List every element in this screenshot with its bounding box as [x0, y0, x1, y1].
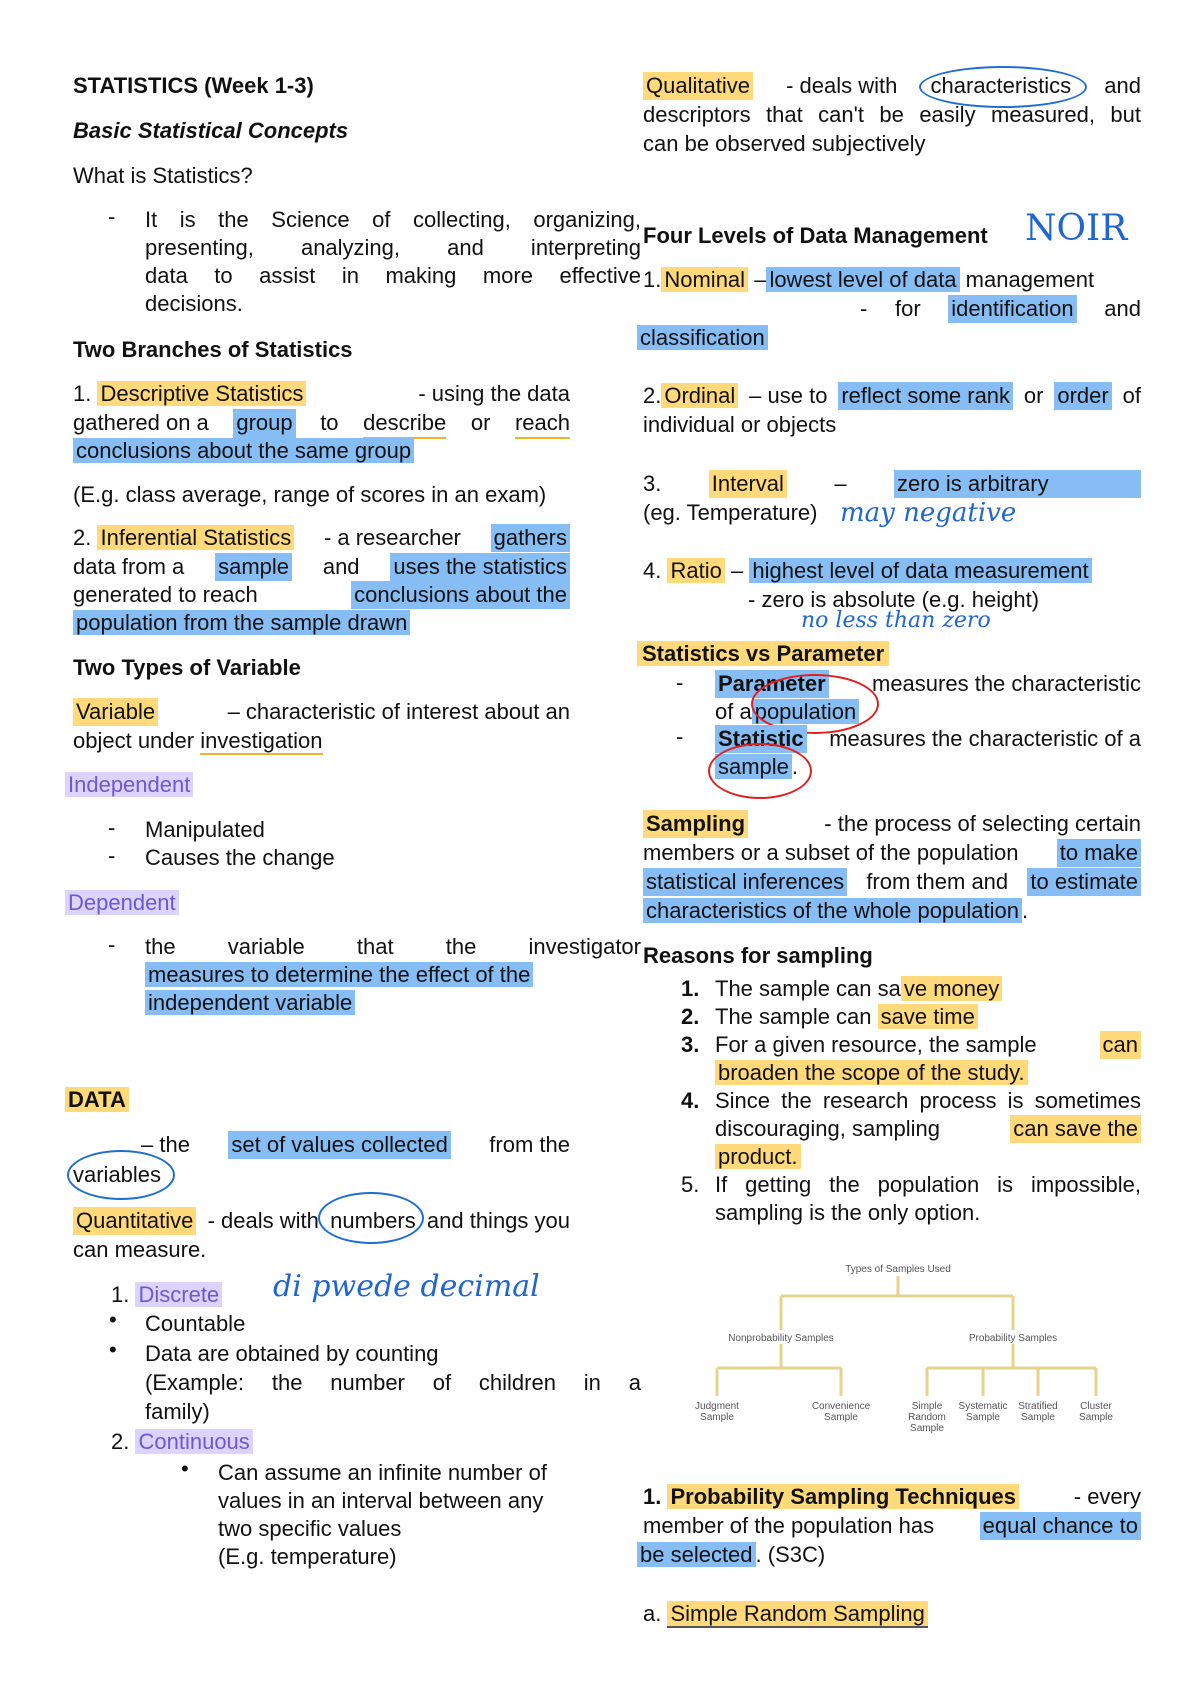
dash-bullet: - — [676, 724, 684, 749]
quantitative-term: Quantitative — [73, 1207, 196, 1235]
tree-leaf-label: Simple — [911, 1401, 943, 1412]
sampling-line-4: characteristics of the whole population . — [643, 897, 1028, 925]
variable-line-2: object under investigation — [73, 728, 323, 753]
data-line-1: – the set of values collected from the — [141, 1132, 570, 1157]
inferential-line-1: 2. Inferential Statistics - a researcher gathers — [73, 524, 570, 552]
ordinal-line-1: 2. Ordinal – use to reflect some rank or order of — [643, 383, 1141, 408]
continuous-item: Can assume an infinite number of — [218, 1460, 547, 1485]
reason-item: If getting the population is impossible, — [715, 1172, 1141, 1197]
question-heading: What is Statistics? — [73, 163, 253, 188]
ordinal-line-2: individual or objects — [643, 412, 837, 437]
reason-item: The sample can save time — [715, 1003, 978, 1031]
tree-root-label: Types of Samples Used — [845, 1264, 951, 1275]
prob-tech-line-2: member of the population has equal chance to — [643, 1512, 1141, 1540]
inferential-line-4: population from the sample drawn — [73, 609, 410, 637]
reason-number: 1. — [681, 976, 700, 1001]
sampling-line-3: statistical inferences from them and to estimate — [643, 868, 1141, 896]
reason-item: discouraging, sampling can save the — [715, 1115, 1141, 1143]
sampling-line-2: members or a subset of the population to make — [643, 839, 1141, 867]
quantitative-line-1: Quantitative - deals with numbers and things you — [73, 1207, 570, 1235]
bullet-dot: • — [109, 1307, 117, 1332]
descriptive-line-2: gathered on a group to describe or reach — [73, 409, 570, 439]
independent-label: Independent — [65, 771, 193, 799]
tree-leaf-label: Cluster — [1080, 1401, 1112, 1412]
descriptive-line-3: conclusions about the same group — [73, 437, 414, 465]
reason-item: The sample can sa ve money — [715, 975, 1002, 1003]
tree-leaf-label: Sample — [700, 1412, 734, 1423]
interval-line-2: (eg. Temperature) — [643, 500, 818, 525]
reason-item: broaden the scope of the study. — [715, 1059, 1028, 1087]
reason-number: 5. — [681, 1172, 700, 1197]
tree-leaf-label: Sample — [910, 1423, 944, 1434]
inferential-line-2: data from a sample and uses the statistics — [73, 553, 570, 581]
ink-circle-numbers — [318, 1192, 424, 1244]
definition-line: decisions. — [145, 291, 243, 316]
nominal-line-1: 1. Nominal – lowest level of data management — [643, 267, 1095, 292]
ink-circle-sample — [708, 743, 812, 799]
parameter-line-2: of a population — [715, 698, 859, 726]
tree-leaf-label: Random — [908, 1412, 946, 1423]
tree-leaf-label: Sample — [1079, 1412, 1113, 1423]
discrete-item: Data are obtained by counting — [145, 1341, 439, 1366]
qualitative-term: Qualitative — [643, 72, 753, 100]
discrete-item: family) — [145, 1399, 210, 1424]
descriptive-line-1: 1. Descriptive Statistics - using the data — [73, 381, 570, 406]
section-subtitle: Basic Statistical Concepts — [73, 118, 349, 143]
continuous-item: values in an interval between any — [218, 1488, 544, 1513]
reason-number: 3. — [681, 1032, 700, 1057]
sampling-line-1: Sampling - the process of selecting certain — [643, 810, 1141, 838]
page-title: STATISTICS (Week 1-3) — [73, 73, 314, 98]
bullet-dot: • — [181, 1456, 189, 1481]
independent-item: Causes the change — [145, 845, 335, 870]
statistic-line-2: sample . — [715, 753, 798, 781]
tree-leaf-label: Sample — [824, 1412, 858, 1423]
reason-number: 4. — [681, 1088, 700, 1113]
discrete-item: Countable — [145, 1311, 246, 1336]
tree-leaf-label: Sample — [966, 1412, 1000, 1423]
continuous-line: 2. Continuous — [111, 1428, 253, 1456]
sampling-term: Sampling — [643, 810, 748, 838]
tree-leaf-label: Judgment — [695, 1401, 739, 1412]
handwritten-note-interval: may negative — [840, 498, 1017, 528]
qualitative-line-2: descriptors that can't be easily measured, but — [643, 102, 1141, 127]
quantitative-line-2: can measure. — [73, 1237, 207, 1262]
definition-line: data to assist in making more effective — [145, 263, 641, 288]
handwritten-note-noir: NOIR — [1025, 208, 1128, 249]
discrete-item: (Example: the number of children in a — [145, 1370, 641, 1395]
nominal-line-2: - for identification and — [860, 296, 1141, 321]
dash-bullet: - — [108, 932, 116, 957]
qualitative-line-1: Qualitative - deals with characteristics and — [643, 72, 1141, 100]
parameter-line-1: Parameter measures the characteristic — [715, 670, 1141, 698]
continuous-item: two specific values — [218, 1516, 402, 1541]
tree-nonprob-label: Nonprobability Samples — [728, 1333, 834, 1344]
handwritten-note-ratio: no less than zero — [801, 608, 991, 633]
ink-circle-variables — [67, 1150, 175, 1200]
discrete-line: 1. Discrete — [111, 1281, 222, 1309]
reason-number: 2. — [681, 1004, 700, 1029]
reason-item: For a given resource, the sample can — [715, 1031, 1141, 1059]
reason-item: product. — [715, 1143, 801, 1171]
prob-tech-line-3: be selected . (S3C) — [637, 1541, 825, 1569]
data-line-2: variables — [73, 1162, 162, 1187]
ratio-line-1: 4. Ratio – highest level of data measurement — [643, 557, 1092, 585]
srs-line: a. Simple Random Sampling — [643, 1600, 928, 1628]
inferential-line-3: generated to reach conclusions about the — [73, 581, 570, 609]
definition-line: presenting, analyzing, and interpreting — [145, 235, 641, 260]
dependent-line: independent variable — [145, 989, 355, 1017]
descriptive-term: Descriptive Statistics — [97, 381, 306, 406]
nominal-line-3: classification — [637, 324, 768, 352]
tree-prob-label: Probability Samples — [968, 1333, 1058, 1344]
dependent-line: the variable that the investigator — [145, 934, 641, 959]
variable-term: Variable — [73, 698, 158, 726]
independent-item: Manipulated — [145, 817, 265, 842]
dependent-line: measures to determine the effect of the — [145, 961, 533, 989]
reason-item: sampling is the only option. — [715, 1200, 981, 1225]
types-heading: Two Types of Variable — [73, 655, 301, 680]
dash-bullet: - — [108, 815, 116, 840]
interval-line-1: 3. Interval – zero is arbitrary — [643, 470, 1141, 498]
dash-bullet: - — [108, 843, 116, 868]
handwritten-note-discrete: di pwede decimal — [273, 1269, 540, 1304]
bullet-dot: • — [109, 1337, 117, 1362]
continuous-item: (E.g. temperature) — [218, 1544, 397, 1569]
definition-line: It is the Science of collecting, organizing, — [145, 207, 641, 232]
dash-bullet: - — [108, 204, 116, 229]
inferential-term: Inferential Statistics — [97, 525, 294, 550]
data-heading: DATA — [65, 1086, 129, 1114]
dash-bullet: - — [676, 670, 684, 695]
tree-leaf-label: Stratified — [1018, 1401, 1058, 1412]
reason-item: Since the research process is sometimes — [715, 1088, 1141, 1113]
ratio-line-2: - zero is absolute (e.g. height) — [748, 587, 1040, 612]
levels-heading: Four Levels of Data Management — [643, 223, 988, 248]
reasons-heading: Reasons for sampling — [643, 943, 873, 968]
dependent-label: Dependent — [65, 889, 179, 917]
svp-heading: Statistics vs Parameter — [637, 640, 889, 668]
statistic-line-1: Statistic measures the characteristic of a — [715, 725, 1141, 753]
tree-leaf-label: Systematic — [958, 1401, 1008, 1412]
tree-leaf-label: Convenience — [811, 1401, 871, 1412]
tree-leaf-label: Sample — [1021, 1412, 1055, 1423]
qualitative-line-3: can be observed subjectively — [643, 131, 926, 156]
prob-tech-line-1: 1. Probability Sampling Techniques - every — [643, 1484, 1141, 1509]
example-line: (E.g. class average, range of scores in an exam) — [73, 482, 547, 507]
variable-line-1: Variable – characteristic of interest about an — [73, 698, 570, 726]
branches-heading: Two Branches of Statistics — [73, 337, 353, 362]
sample-types-diagram — [683, 1262, 1113, 1447]
